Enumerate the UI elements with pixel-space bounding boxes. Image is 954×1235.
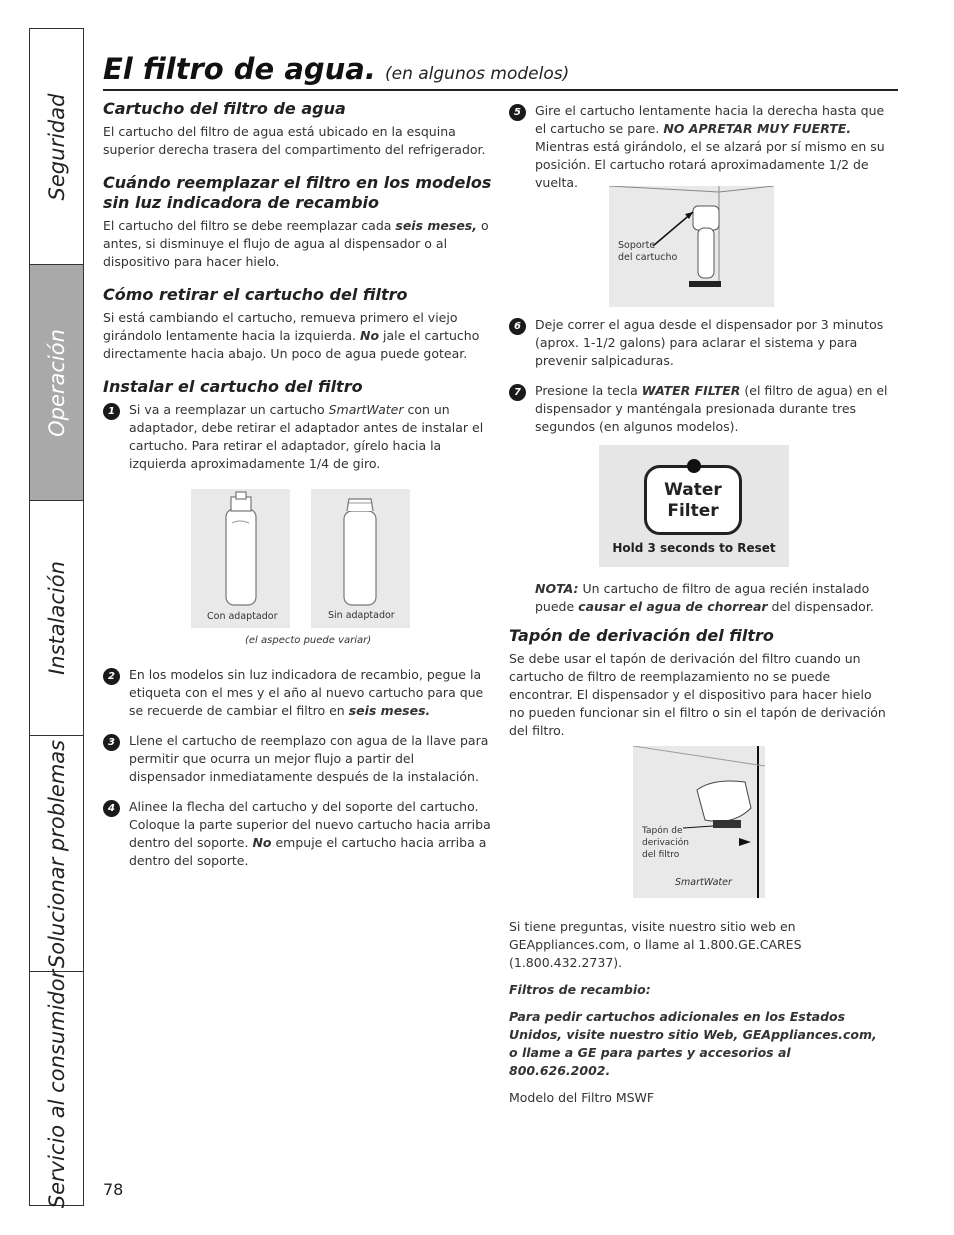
step-1 (103, 401, 493, 473)
indicator-light-icon (687, 459, 701, 473)
cartridge-without-adapter-icon (311, 489, 410, 628)
right-steps-6-7 (509, 316, 889, 448)
step-text: Llene el cartucho de reemplazo con agua de la llave para permitir que ocurra un mejor flujo a partir del dispensador inmediatamente después de la instalación. (129, 733, 489, 784)
section-cartucho (103, 99, 493, 159)
section-body: El cartucho del filtro se debe reemplazar cada seis meses, o antes, si disminuye el flujo de agua al dispensador o al dispositivo para hacer hielo. (103, 218, 489, 269)
step-number-icon: 5 (509, 104, 526, 121)
section-instalar (103, 377, 493, 473)
section-body: Se debe usar el tapón de derivación del filtro cuando un cartucho de filtro de reemplazamiento no se puede encontrar. El dispensador y el dispositivo para hacer hielo no pueden funcionar sin el filtro o sin el tapón de derivación del filtro. (509, 651, 886, 738)
figure-cartridge-without-adapter (311, 489, 410, 628)
header-divider (103, 89, 898, 91)
tab-label: Servicio al consumidor (44, 969, 69, 1208)
tab-solucionar-problemas[interactable] (30, 736, 83, 972)
step-6 (509, 316, 889, 370)
figure-label: SmartWater (675, 877, 732, 888)
section-heading: Cartucho del filtro de agua (103, 99, 346, 118)
page-title: El filtro de agua. (103, 52, 376, 86)
filtros-body: Para pedir cartuchos adicionales en los Estados Unidos, visite nuestro sitio Web, GEAppliances.com, o llame a GE para partes y accesorios al 800.626.2002. (509, 1009, 877, 1078)
figure-label: Sin adaptador (328, 610, 395, 621)
tab-instalacion[interactable] (30, 501, 83, 736)
step-2 (103, 666, 493, 720)
step-number-icon: 7 (509, 384, 526, 401)
figure-cartridge-with-adapter (191, 489, 290, 628)
figure-label: Tapón de derivación del filtro (642, 826, 689, 860)
tab-label: Solucionar problemas (44, 739, 69, 968)
section-heading: Cómo retirar el cartucho del filtro (103, 285, 408, 304)
figure-label: Soporte del cartucho (618, 240, 678, 263)
left-steps (103, 666, 493, 882)
section-como-retirar (103, 285, 493, 363)
step-text: Presione la tecla WATER FILTER (el filtro de agua) en el dispensador y manténgala presionada durante tres segundos (en algunos modelos). (535, 383, 888, 434)
figure-label: Con adaptador (207, 611, 278, 622)
section-body: Si está cambiando el cartucho, remueva primero el viejo girándolo lentamente hacia la izquierda. No jale el cartucho directamente hacia abajo. Un poco de agua puede gotear. (103, 310, 480, 361)
step-4 (103, 798, 493, 870)
water-filter-panel (599, 445, 789, 567)
page-number: 78 (103, 1180, 124, 1199)
filtros-heading: Filtros de recambio: (509, 982, 651, 997)
water-filter-button[interactable] (644, 465, 742, 535)
step-5 (509, 102, 889, 192)
water-filter-button-label: Water Filter (664, 480, 722, 521)
step-number-icon: 4 (103, 800, 120, 817)
step-number-icon: 6 (509, 318, 526, 335)
step-text: Gire el cartucho lentamente hacia la derecha hasta que el cartucho se pare. NO APRETAR MUY FUERTE. Mientras está girándolo, el se alzará por sí mismo en su posición. El cartucho rotará aproximadamente 1/2 de vuelta. (535, 103, 885, 190)
tab-label: Seguridad (44, 93, 69, 200)
step-text: Deje correr el agua desde el dispensador por 3 minutos (aprox. 1-1/2 galons) para aclarar el sistema y para prevenir salpicaduras. (535, 317, 884, 368)
tab-label: Operación (44, 328, 69, 437)
cartridge-with-adapter-icon (191, 489, 290, 628)
step-text: En los modelos sin luz indicadora de recambio, pegue la etiqueta con el mes y el año al nuevo cartucho para que se recuerde de cambiar el filtro en seis meses. (129, 667, 484, 718)
step-3 (103, 732, 493, 786)
note (535, 580, 895, 616)
step-number-icon: 2 (103, 668, 120, 685)
figure-cartridge-holder (609, 186, 774, 307)
section-cuando-reemplazar (103, 173, 493, 271)
water-filter-hold-text: Hold 3 seconds to Reset (612, 541, 776, 555)
note-text: NOTA: Un cartucho de filtro de agua recién instalado puede causar el agua de chorrear del dispensador. (535, 581, 874, 614)
step-number-icon: 1 (103, 403, 120, 420)
contact-text: Si tiene preguntas, visite nuestro sitio web en GEAppliances.com, o llame al 1.800.GE.CARES (1.800.432.2737). (509, 919, 802, 970)
figure-bypass-plug (633, 746, 765, 898)
step-7 (509, 382, 889, 436)
sidebar-nav (29, 28, 84, 1206)
bypass-plug-icon (633, 746, 765, 898)
page-header (103, 52, 569, 86)
tab-operacion[interactable] (30, 265, 83, 501)
page-subtitle: (en algunos modelos) (384, 64, 570, 84)
section-heading: Tapón de derivación del filtro (509, 626, 774, 645)
figure-caption: (el aspecto puede variar) (245, 635, 372, 646)
contact-section (509, 918, 889, 1107)
section-heading: Instalar el cartucho del filtro (103, 377, 363, 396)
step-text: Alinee la flecha del cartucho y del soporte del cartucho. Coloque la parte superior del nuevo cartucho hacia arriba dentro del soporte. No empuje el cartucho hacia arriba a dentro del soporte. (129, 799, 491, 868)
section-body: El cartucho del filtro de agua está ubicado en la esquina superior derecha trasera del compartimento del refrigerador. (103, 124, 486, 157)
modelo-text: Modelo del Filtro MSWF (509, 1090, 655, 1105)
section-heading: Cuándo reemplazar el filtro en los modelos sin luz indicadora de recambio (103, 173, 492, 212)
tab-servicio-consumidor[interactable] (30, 969, 83, 1208)
tab-seguridad[interactable] (30, 29, 83, 265)
step-text: Si va a reemplazar un cartucho SmartWater con un adaptador, debe retirar el adaptador antes de instalar el cartucho. Para retirar el adaptador, gírelo hacia la izquierda aproximadamente 1/4 de giro. (129, 402, 484, 471)
left-column (103, 99, 493, 487)
section-tapon (509, 626, 889, 740)
step-number-icon: 3 (103, 734, 120, 751)
tab-label: Instalación (44, 561, 69, 675)
